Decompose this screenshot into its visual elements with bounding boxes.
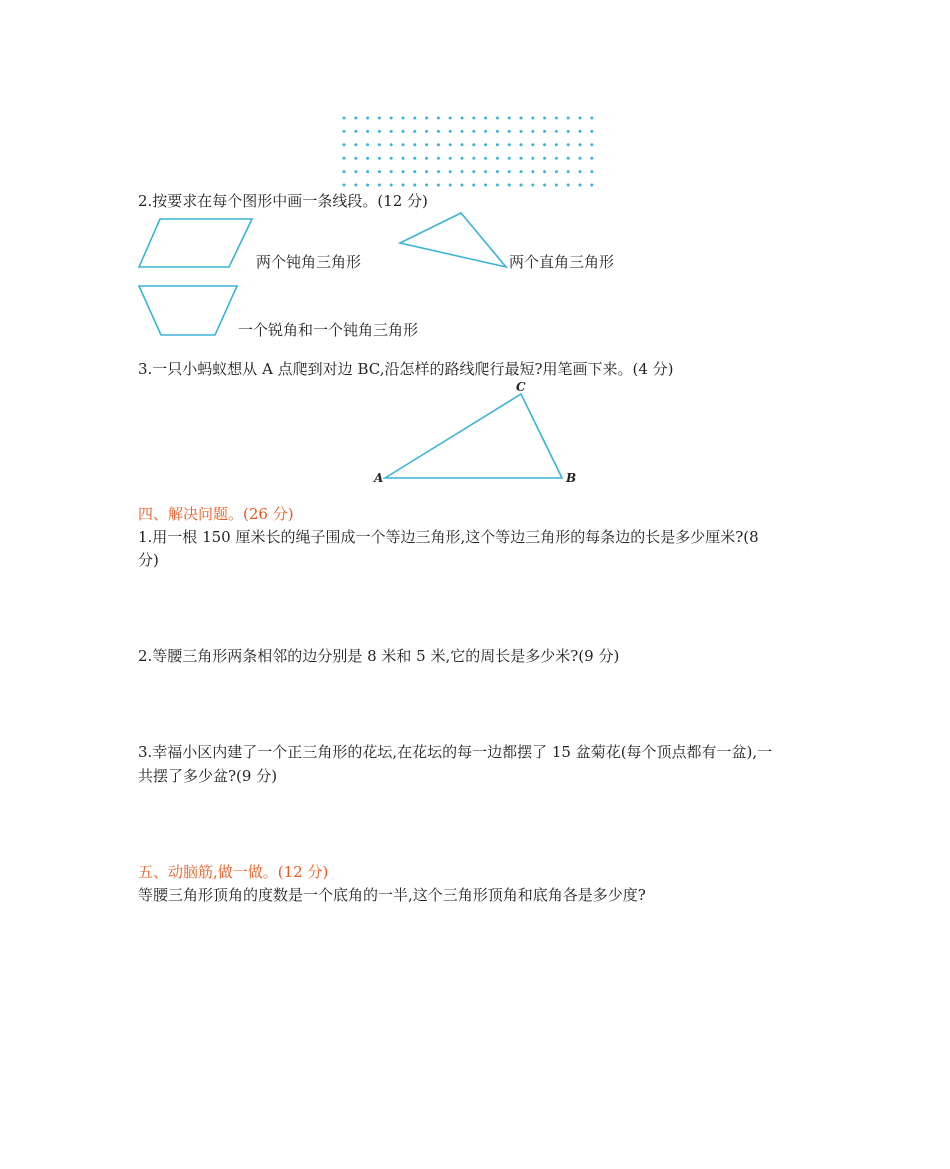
grid-dot bbox=[555, 184, 558, 187]
grid-dot bbox=[343, 117, 346, 120]
grid-dot bbox=[354, 184, 357, 187]
grid-dot bbox=[472, 117, 475, 120]
grid-dot bbox=[449, 157, 452, 160]
grid-dot bbox=[484, 157, 487, 160]
grid-dot bbox=[531, 170, 534, 173]
grid-dot bbox=[366, 157, 369, 160]
grid-dot bbox=[590, 157, 593, 160]
grid-dot bbox=[531, 157, 534, 160]
grid-dot bbox=[496, 130, 499, 133]
section4-heading: 四、解决问题。(26 分) bbox=[138, 505, 294, 523]
obtuse-triangle-shape bbox=[396, 210, 512, 272]
grid-dot bbox=[390, 130, 393, 133]
grid-dot bbox=[378, 157, 381, 160]
grid-dot bbox=[402, 157, 405, 160]
grid-dot bbox=[402, 170, 405, 173]
grid-dot bbox=[449, 184, 452, 187]
parallelogram-label: 两个钝角三角形 bbox=[256, 253, 362, 271]
grid-dot bbox=[402, 117, 405, 120]
grid-dot bbox=[390, 157, 393, 160]
grid-dot bbox=[496, 170, 499, 173]
grid-dot bbox=[590, 143, 593, 146]
grid-dot bbox=[543, 170, 546, 173]
q2-prompt: 2.按要求在每个图形中画一条线段。(12 分) bbox=[138, 192, 428, 210]
grid-dot bbox=[472, 157, 475, 160]
grid-dot bbox=[555, 170, 558, 173]
grid-dot bbox=[543, 157, 546, 160]
grid-dot bbox=[390, 170, 393, 173]
vertex-a-label: A bbox=[374, 471, 384, 485]
grid-dot bbox=[343, 184, 346, 187]
grid-dot bbox=[555, 117, 558, 120]
grid-dot bbox=[508, 170, 511, 173]
section5-question: 等腰三角形顶角的度数是一个底角的一半,这个三角形顶角和底角各是多少度? bbox=[138, 886, 646, 904]
grid-dot bbox=[567, 170, 570, 173]
grid-dot bbox=[496, 117, 499, 120]
grid-dot bbox=[354, 170, 357, 173]
grid-dot bbox=[366, 184, 369, 187]
grid-dot bbox=[437, 170, 440, 173]
grid-dot bbox=[437, 157, 440, 160]
grid-dot bbox=[496, 184, 499, 187]
grid-dot bbox=[508, 184, 511, 187]
grid-dot bbox=[590, 117, 593, 120]
grid-dot bbox=[484, 117, 487, 120]
section4-q3-line1: 3.幸福小区内建了一个正三角形的花坛,在花坛的每一边都摆了 15 盆菊花(每个顶点都有一盆),一 bbox=[138, 743, 773, 761]
grid-dot bbox=[508, 130, 511, 133]
grid-dot bbox=[343, 130, 346, 133]
grid-dot bbox=[579, 143, 582, 146]
grid-dot bbox=[461, 117, 464, 120]
grid-dot bbox=[378, 130, 381, 133]
grid-dot bbox=[425, 130, 428, 133]
grid-dot bbox=[343, 170, 346, 173]
grid-dot bbox=[520, 170, 523, 173]
vertex-b-label: B bbox=[566, 471, 577, 485]
vertex-c-label: C bbox=[516, 380, 526, 394]
grid-dot bbox=[567, 184, 570, 187]
grid-dot bbox=[449, 130, 452, 133]
grid-dot bbox=[508, 157, 511, 160]
grid-dot bbox=[579, 130, 582, 133]
grid-dot bbox=[413, 117, 416, 120]
section4-q2: 2.等腰三角形两条相邻的边分别是 8 米和 5 米,它的周长是多少米?(9 分) bbox=[138, 647, 620, 665]
grid-dot bbox=[402, 130, 405, 133]
grid-dot bbox=[425, 117, 428, 120]
grid-dot bbox=[461, 143, 464, 146]
grid-dot bbox=[437, 117, 440, 120]
grid-dot bbox=[461, 184, 464, 187]
grid-dot bbox=[378, 117, 381, 120]
trapezoid-shape bbox=[136, 283, 242, 339]
grid-dot bbox=[543, 143, 546, 146]
grid-dot bbox=[520, 117, 523, 120]
grid-dot bbox=[579, 157, 582, 160]
grid-dot bbox=[366, 117, 369, 120]
grid-dot bbox=[472, 143, 475, 146]
section4-q1-line1: 1.用一根 150 厘米长的绳子围成一个等边三角形,这个等边三角形的每条边的长是多少厘米?(8 bbox=[138, 528, 759, 546]
grid-dot bbox=[449, 170, 452, 173]
grid-dot bbox=[472, 170, 475, 173]
grid-dot bbox=[366, 130, 369, 133]
grid-dot bbox=[366, 143, 369, 146]
grid-dot bbox=[437, 143, 440, 146]
grid-dot bbox=[579, 170, 582, 173]
grid-dot bbox=[461, 130, 464, 133]
grid-dot bbox=[425, 143, 428, 146]
grid-dot bbox=[555, 157, 558, 160]
grid-dot bbox=[508, 143, 511, 146]
grid-dot bbox=[508, 117, 511, 120]
grid-dot bbox=[437, 130, 440, 133]
grid-dot bbox=[543, 130, 546, 133]
grid-dot bbox=[590, 184, 593, 187]
grid-dot bbox=[579, 184, 582, 187]
grid-dot bbox=[555, 130, 558, 133]
grid-dot bbox=[484, 184, 487, 187]
grid-dot bbox=[390, 184, 393, 187]
grid-dot bbox=[472, 184, 475, 187]
grid-dot bbox=[449, 117, 452, 120]
grid-dot bbox=[390, 117, 393, 120]
grid-dot bbox=[354, 157, 357, 160]
section5-heading: 五、动脑筋,做一做。(12 分) bbox=[138, 863, 329, 881]
grid-dot bbox=[567, 157, 570, 160]
parallelogram-shape bbox=[136, 216, 256, 272]
grid-dot bbox=[520, 157, 523, 160]
grid-dot bbox=[484, 170, 487, 173]
q3-prompt: 3.一只小蚂蚁想从 A 点爬到对边 BC,沿怎样的路线爬行最短?用笔画下来。(4 分) bbox=[138, 360, 674, 378]
grid-dot bbox=[520, 130, 523, 133]
grid-dot bbox=[378, 143, 381, 146]
grid-dot bbox=[543, 184, 546, 187]
grid-dot bbox=[343, 157, 346, 160]
grid-dot bbox=[496, 157, 499, 160]
grid-dot bbox=[378, 170, 381, 173]
trapezoid-label: 一个锐角和一个钝角三角形 bbox=[238, 321, 419, 339]
grid-dot bbox=[590, 130, 593, 133]
dot-grid bbox=[340, 114, 610, 190]
grid-dot bbox=[484, 130, 487, 133]
grid-dot bbox=[354, 130, 357, 133]
section4-q1-line2: 分) bbox=[138, 551, 159, 569]
grid-dot bbox=[461, 157, 464, 160]
grid-dot bbox=[472, 130, 475, 133]
section4-q3-line2: 共摆了多少盆?(9 分) bbox=[138, 767, 278, 785]
grid-dot bbox=[567, 117, 570, 120]
grid-dot bbox=[543, 117, 546, 120]
grid-dot bbox=[484, 143, 487, 146]
grid-dot bbox=[567, 130, 570, 133]
grid-dot bbox=[531, 130, 534, 133]
grid-dot bbox=[449, 143, 452, 146]
grid-dot bbox=[402, 143, 405, 146]
grid-dot bbox=[354, 117, 357, 120]
grid-dot bbox=[413, 143, 416, 146]
grid-dot bbox=[461, 170, 464, 173]
grid-dot bbox=[531, 117, 534, 120]
grid-dot bbox=[425, 170, 428, 173]
triangle-label: 两个直角三角形 bbox=[509, 253, 615, 271]
grid-dot bbox=[413, 184, 416, 187]
grid-dot bbox=[354, 143, 357, 146]
grid-dot bbox=[437, 184, 440, 187]
grid-dot bbox=[413, 130, 416, 133]
triangle-abc bbox=[370, 378, 584, 486]
grid-dot bbox=[390, 143, 393, 146]
grid-dot bbox=[413, 170, 416, 173]
grid-dot bbox=[590, 170, 593, 173]
grid-dot bbox=[567, 143, 570, 146]
grid-dot bbox=[343, 143, 346, 146]
grid-dot bbox=[520, 143, 523, 146]
grid-dot bbox=[555, 143, 558, 146]
grid-dot bbox=[425, 157, 428, 160]
grid-dot bbox=[413, 157, 416, 160]
grid-dot bbox=[378, 184, 381, 187]
grid-dot bbox=[425, 184, 428, 187]
grid-dot bbox=[531, 184, 534, 187]
grid-dot bbox=[496, 143, 499, 146]
grid-dot bbox=[366, 170, 369, 173]
grid-dot bbox=[520, 184, 523, 187]
grid-dot bbox=[531, 143, 534, 146]
grid-dot bbox=[579, 117, 582, 120]
grid-dot bbox=[402, 184, 405, 187]
